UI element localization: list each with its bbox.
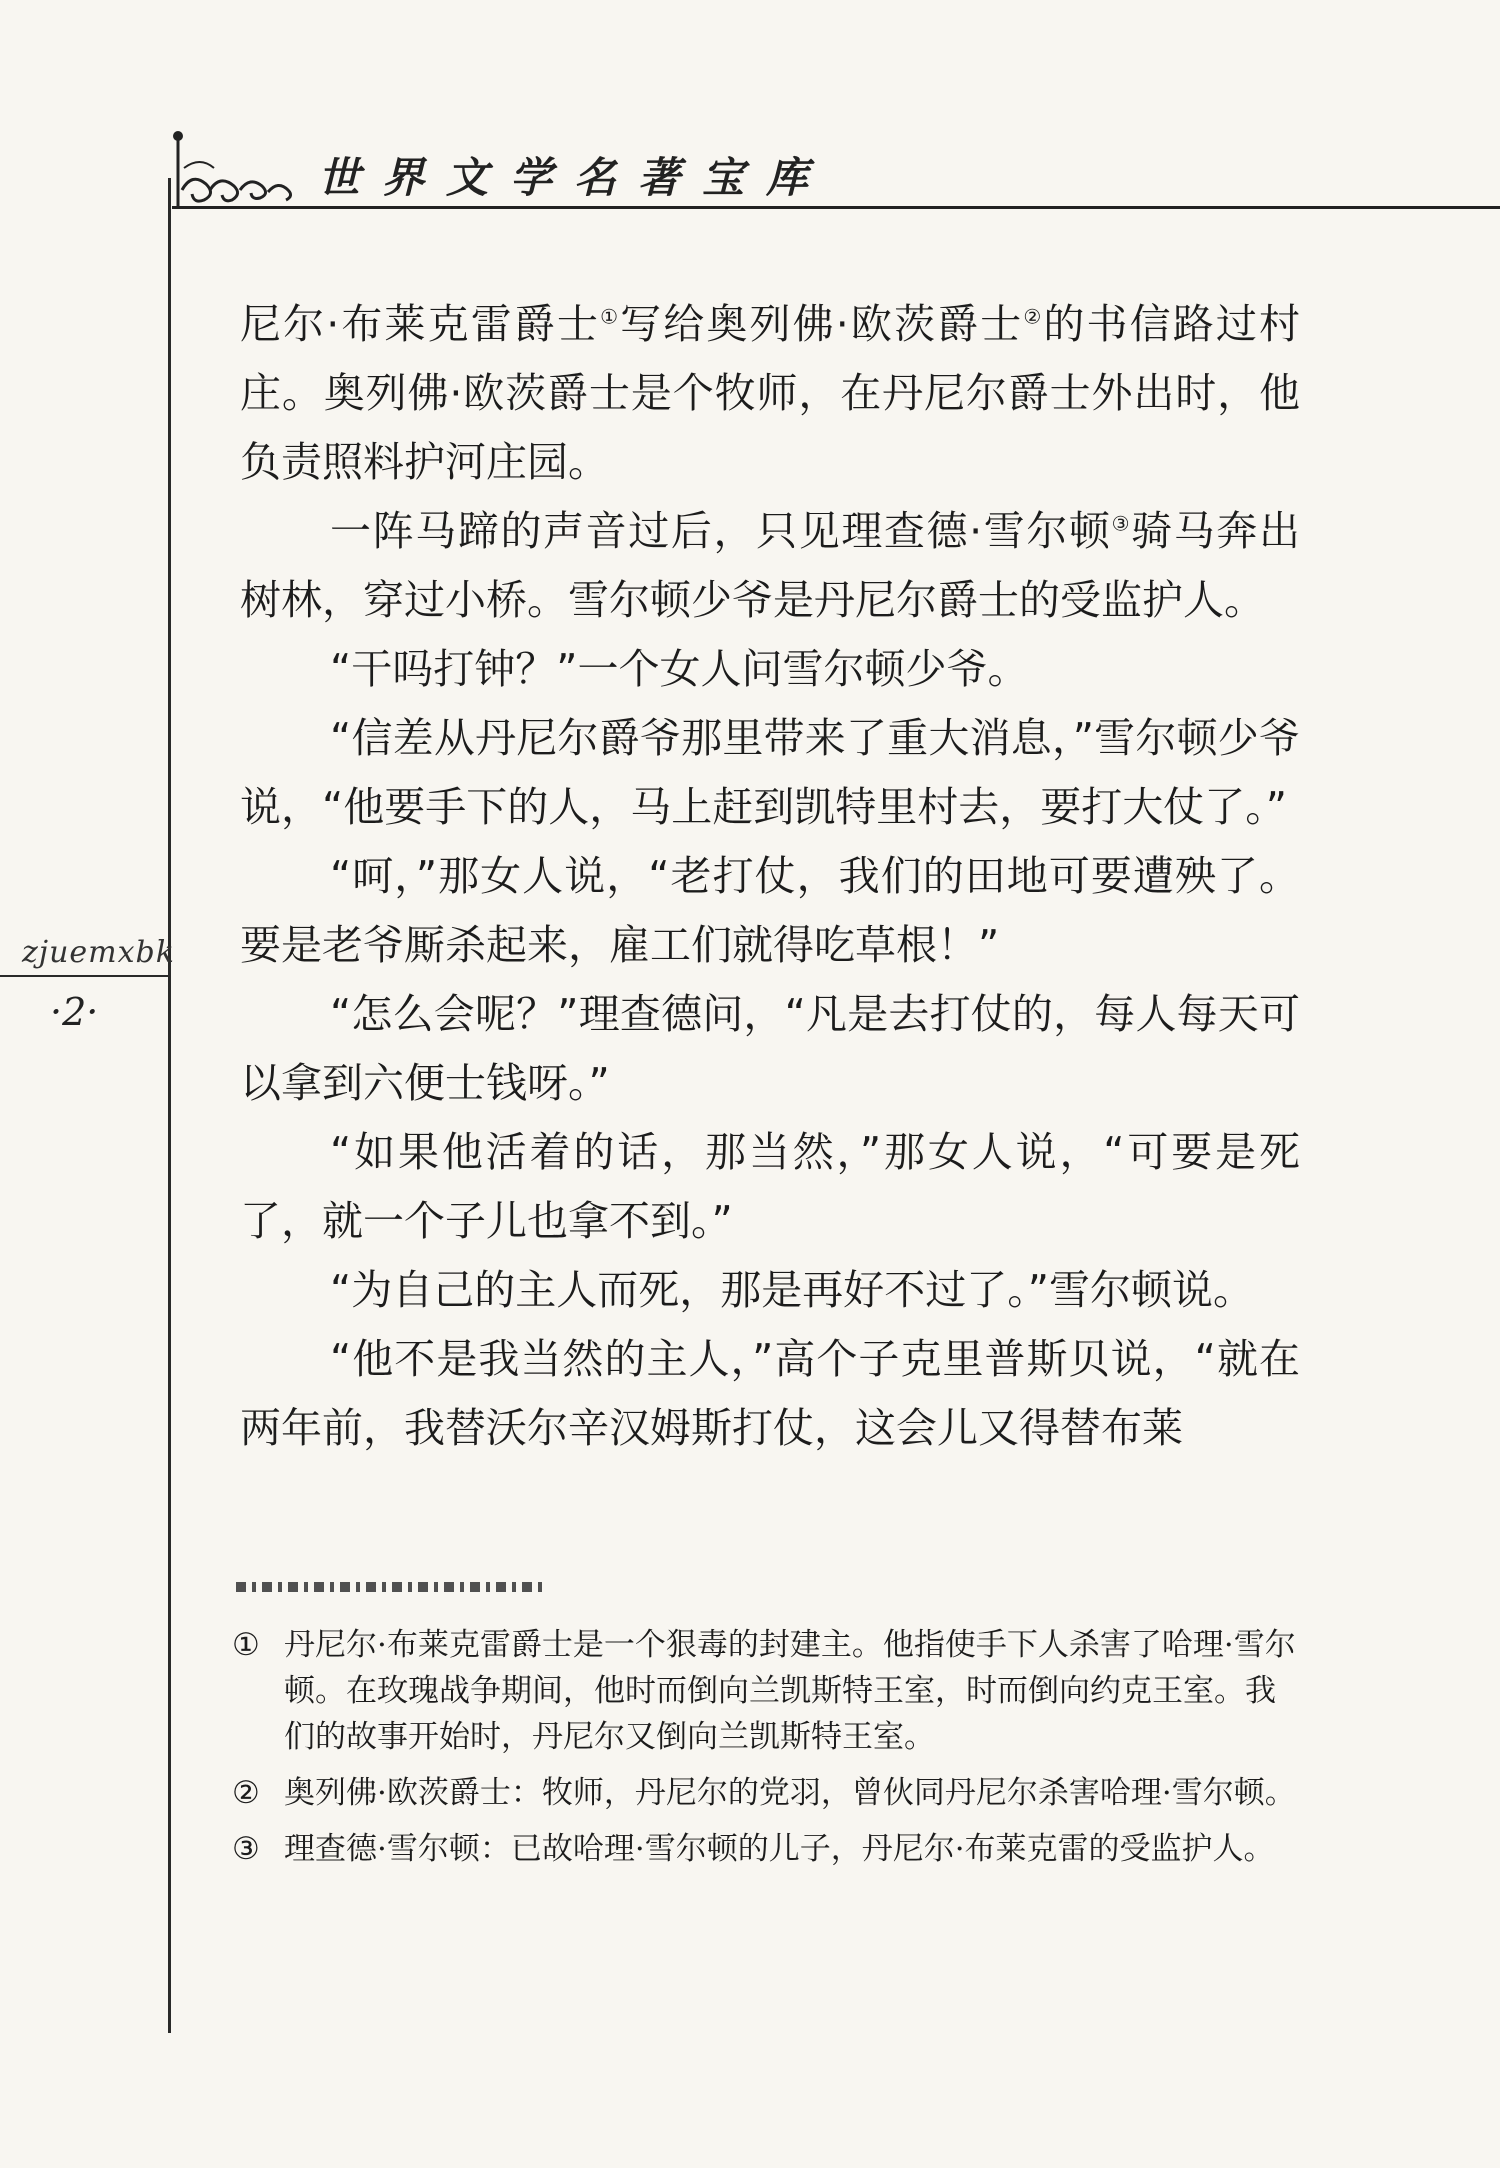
paragraph: 一阵马蹄的声音过后，只见理查德·雪尔顿③骑马奔出树林，穿过小桥。雪尔顿少爷是丹尼尔爵士的受监护人。: [240, 507, 1301, 624]
frame-vertical-line: [168, 178, 171, 2033]
side-rule: [0, 975, 170, 977]
footnote: [232, 1826, 1302, 1872]
footnote: [232, 1622, 1302, 1760]
footnote-ref: ③: [1111, 511, 1132, 536]
footnote-text: 理查德·雪尔顿：已故哈理·雪尔顿的儿子，丹尼尔·布莱克雷的受监护人。: [284, 1831, 1275, 1867]
scroll-ornament-icon: [170, 128, 330, 208]
footnote-ref: ①: [600, 304, 621, 329]
footnote-text: 丹尼尔·布莱克雷爵士是一个狠毒的封建主。他指使手下人杀害了哈理·雪尔顿。在玫瑰战争期间，他时而倒向兰凯斯特王室，时而倒向约克王室。我们的故事开始时，丹尼尔又倒向兰凯斯特王室。: [284, 1627, 1296, 1755]
footnotes: [232, 1622, 1302, 1882]
paragraph: “如果他活着的话，那当然，”那女人说，“可要是死了，就一个子儿也拿不到。”: [240, 1128, 1300, 1245]
paragraph: “信差从丹尼尔爵爷那里带来了重大消息，”雪尔顿少爷说，“他要手下的人，马上赶到凯特里村去，要打大仗了。”: [240, 714, 1300, 831]
paragraph: “他不是我当然的主人，”高个子克里普斯贝说，“就在两年前，我替沃尔辛汉姆斯打仗，这会儿又得替布莱: [240, 1335, 1300, 1452]
footnote-marker: ①: [232, 1627, 260, 1663]
footnote-divider: [236, 1582, 546, 1592]
footnote-text: 奥列佛·欧茨爵士：牧师，丹尼尔的党羽，曾伙同丹尼尔杀害哈理·雪尔顿。: [284, 1775, 1296, 1811]
paragraph: “怎么会呢？”理查德问，“凡是去打仗的，每人每天可以拿到六便士钱呀。”: [240, 990, 1300, 1107]
series-title: 世界文学名著宝库: [318, 153, 831, 202]
footnote-marker: ③: [232, 1831, 260, 1867]
paragraph: “呵，”那女人说，“老打仗，我们的田地可要遭殃了。要是老爷厮杀起来，雇工们就得吃草根！”: [240, 852, 1300, 969]
paragraph: “为自己的主人而死，那是再好不过了。”雪尔顿说。: [330, 1266, 1254, 1314]
paragraph: 尼尔·布莱克雷爵士①写给奥列佛·欧茨爵士②的书信路过村庄。奥列佛·欧茨爵士是个牧师，在丹尼尔爵士外出时，他负责照料护河庄园。: [240, 300, 1300, 486]
side-code: zjuemxbk: [22, 935, 175, 970]
footnote: [232, 1770, 1302, 1816]
footnote-marker: ②: [232, 1775, 260, 1811]
page-number: ·2·: [50, 990, 99, 1034]
footnote-ref: ②: [1023, 304, 1044, 329]
header-rule: [172, 206, 1500, 209]
paragraph: “干吗打钟？”一个女人问雪尔顿少爷。: [330, 645, 1029, 693]
body-text: [240, 290, 1300, 1463]
